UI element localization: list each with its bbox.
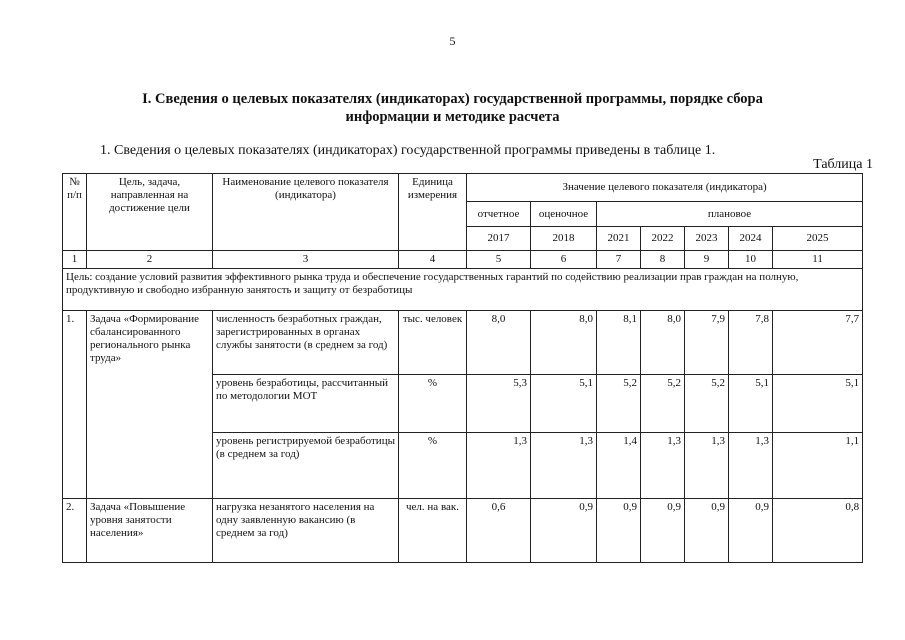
indicator-value: 5,1 — [729, 375, 773, 433]
indicator-value: 5,2 — [597, 375, 641, 433]
indicator-name: уровень безработицы, рассчитанный по методологии МОТ — [213, 375, 399, 433]
header-year: 2021 — [597, 227, 641, 251]
task-num: 1. — [63, 311, 87, 499]
column-number: 10 — [729, 251, 773, 269]
header-planned: плановое — [597, 202, 863, 227]
indicator-value: 8,0 — [531, 311, 597, 375]
task-name: Задача «Формирование сбалансированного регионального рынка труда» — [87, 311, 213, 499]
header-year: 2023 — [685, 227, 729, 251]
indicator-value: 8,1 — [597, 311, 641, 375]
indicator-unit: чел. на вак. — [399, 499, 467, 563]
indicator-value: 0,9 — [641, 499, 685, 563]
indicator-value: 1,3 — [531, 433, 597, 499]
indicators-table — [62, 173, 863, 563]
indicator-value: 0,8 — [773, 499, 863, 563]
indicator-unit: % — [399, 433, 467, 499]
indicator-value: 7,7 — [773, 311, 863, 375]
indicator-value: 5,1 — [531, 375, 597, 433]
goal-row: Цель: создание условий развития эффективного рынка труда и обеспечение государственных гарантий по содействию реализации прав граждан на полную, продуктивную и свободно избранную занятость и защиту от безработицы — [63, 269, 863, 311]
indicator-unit: тыс. человек — [399, 311, 467, 375]
indicator-value: 5,2 — [685, 375, 729, 433]
indicator-value: 8,0 — [467, 311, 531, 375]
column-number: 3 — [213, 251, 399, 269]
task-name: Задача «Повышение уровня занятости населения» — [87, 499, 213, 563]
column-number: 4 — [399, 251, 467, 269]
header-value: Значение целевого показателя (индикатора) — [467, 174, 863, 202]
indicator-unit: % — [399, 375, 467, 433]
indicator-value: 5,3 — [467, 375, 531, 433]
indicator-value: 8,0 — [641, 311, 685, 375]
indicator-value: 1,3 — [685, 433, 729, 499]
column-number: 11 — [773, 251, 863, 269]
section-title — [60, 90, 845, 126]
header-year: 2017 — [467, 227, 531, 251]
indicator-value: 1,3 — [729, 433, 773, 499]
header-year: 2025 — [773, 227, 863, 251]
column-number: 6 — [531, 251, 597, 269]
header-estimated: оценочное — [531, 202, 597, 227]
indicator-value: 1,3 — [467, 433, 531, 499]
indicator-value: 0,9 — [531, 499, 597, 563]
task-num: 2. — [63, 499, 87, 563]
section-title-line1: I. Сведения о целевых показателях (индикаторах) государственной программы, порядке сбора — [142, 91, 763, 107]
column-number: 1 — [63, 251, 87, 269]
header-unit: Единица измерения — [399, 174, 467, 251]
indicator-value: 0,9 — [729, 499, 773, 563]
column-number: 9 — [685, 251, 729, 269]
indicator-value: 5,1 — [773, 375, 863, 433]
indicator-name: численность безработных граждан, зарегистрированных в органах службы занятости (в среднем за год) — [213, 311, 399, 375]
header-year: 2022 — [641, 227, 685, 251]
column-number: 7 — [597, 251, 641, 269]
header-num: № п/п — [63, 174, 87, 251]
indicator-value: 0,6 — [467, 499, 531, 563]
column-number: 5 — [467, 251, 531, 269]
header-year: 2024 — [729, 227, 773, 251]
indicator-name: уровень регистрируемой безработицы (в среднем за год) — [213, 433, 399, 499]
indicator-value: 1,3 — [641, 433, 685, 499]
indicator-value: 7,8 — [729, 311, 773, 375]
indicator-value: 7,9 — [685, 311, 729, 375]
header-year: 2018 — [531, 227, 597, 251]
indicator-name: нагрузка незанятого населения на одну заявленную вакансию (в среднем за год) — [213, 499, 399, 563]
section-title-line2: информации и методике расчета — [345, 109, 560, 125]
table-caption: Таблица 1 — [813, 157, 873, 172]
column-number: 2 — [87, 251, 213, 269]
page-number: 5 — [449, 34, 456, 48]
column-number: 8 — [641, 251, 685, 269]
intro-text: 1. Сведения о целевых показателях (индикаторах) государственной программы приведены в таблице 1. — [100, 143, 716, 158]
indicator-value: 1,4 — [597, 433, 641, 499]
indicator-value: 1,1 — [773, 433, 863, 499]
header-reported: отчетное — [467, 202, 531, 227]
indicator-value: 0,9 — [685, 499, 729, 563]
indicator-value: 5,2 — [641, 375, 685, 433]
header-goal: Цель, задача, направленная на достижение цели — [87, 174, 213, 251]
indicator-value: 0,9 — [597, 499, 641, 563]
header-indicator: Наименование целевого показателя (индикатора) — [213, 174, 399, 251]
